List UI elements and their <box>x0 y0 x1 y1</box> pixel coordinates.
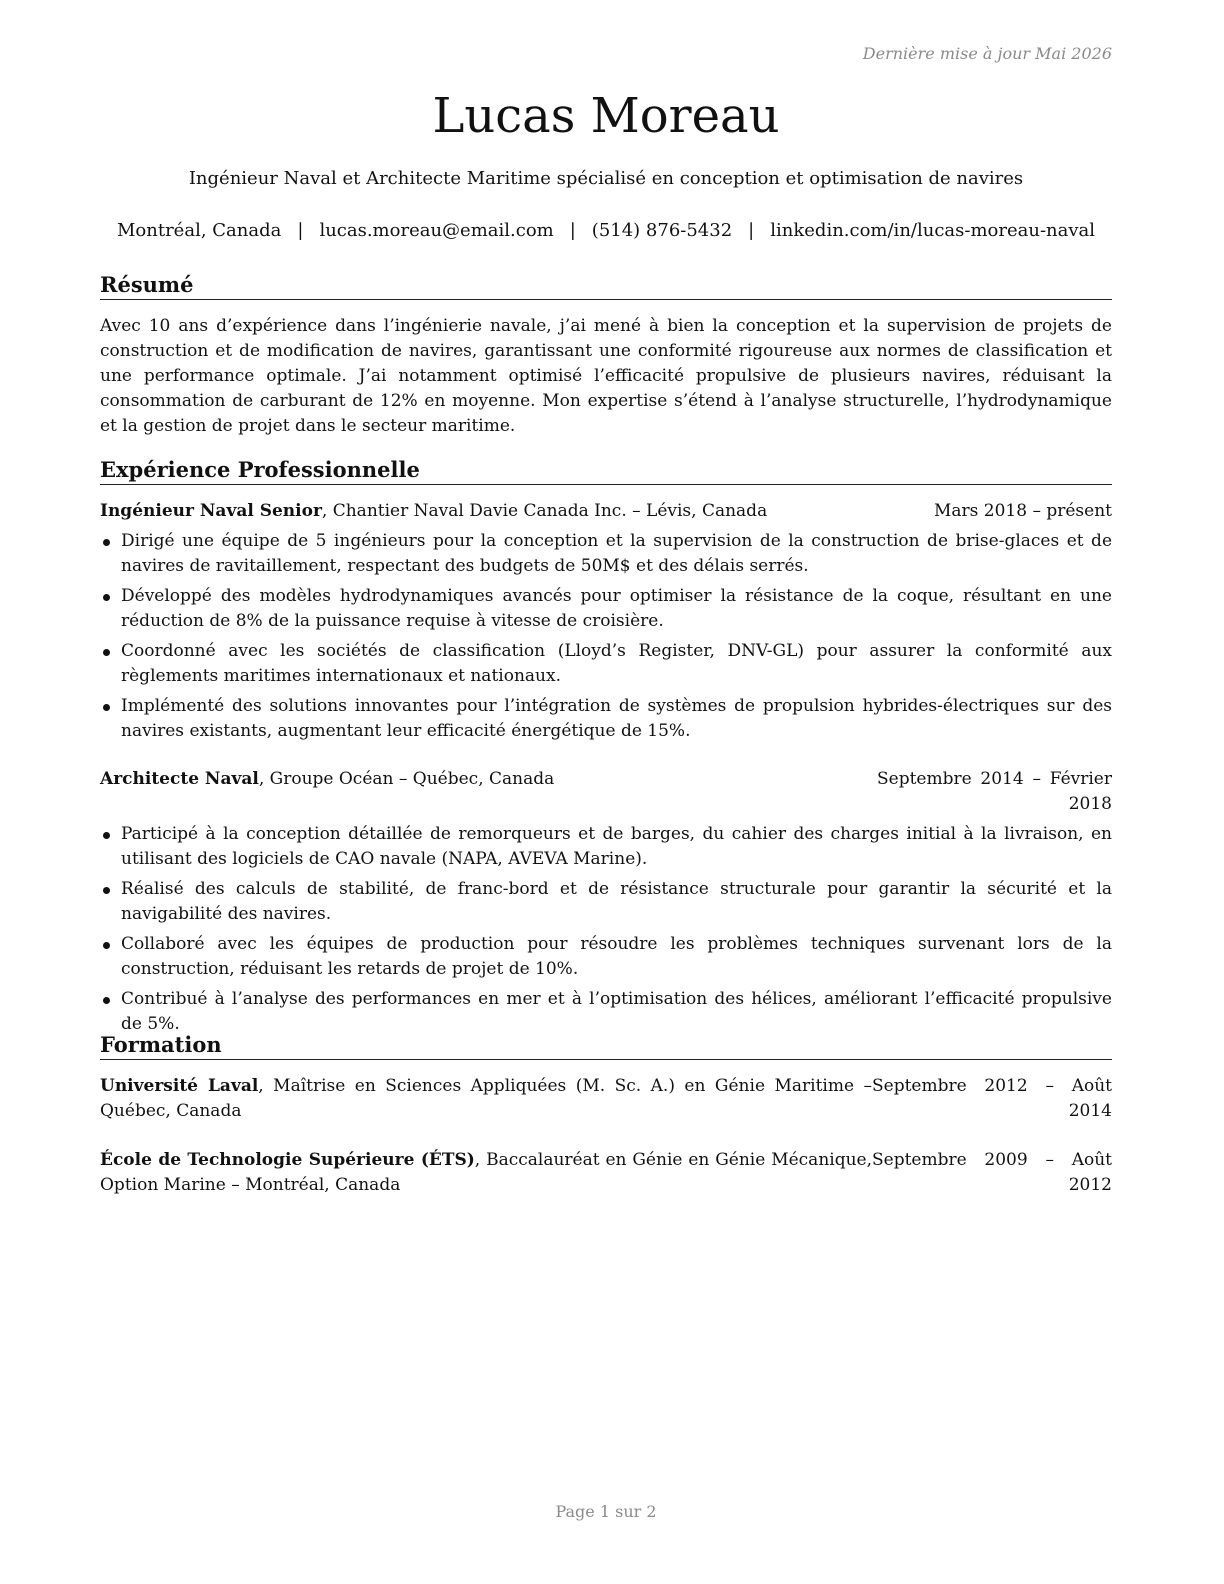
summary-paragraph: Avec 10 ans d’expérience dans l’ingénierie navale, j’ai mené à bien la conception et la supervision de projets de construction et de modification de navires, garantissant une conformité rigoureuse aux normes de classification et une performance optimale. J’ai notamment optimisé l’efficacité propulsive de plusieurs navires, réduisant la consommation de carburant de 12% en moyenne. Mon expertise s’étend à l’analyse structurelle, l’hydrodynamique et la gestion de projet dans le secteur maritime. <box>100 316 1112 436</box>
job-bullet: Contribué à l’analyse des performances en mer et à l’optimisation des hélices, améliorant l’efficacité propulsive de 5%. <box>100 987 1112 1037</box>
job-bullet: Coordonné avec les sociétés de classification (Lloyd’s Register, DNV-GL) pour assurer la conformité aux règlements maritimes internationaux et nationaux. <box>100 639 1112 689</box>
job-role: Ingénieur Naval Senior <box>100 501 322 521</box>
section-title-education: Formation <box>100 1032 1112 1060</box>
job-bullet: Dirigé une équipe de 5 ingénieurs pour la conception et la supervision de la construction de brise-glaces et de navires de ravitaillement, respectant des budgets de 50M$ et des délais serrés. <box>100 529 1112 579</box>
contact-location: Montréal, Canada <box>116 220 282 241</box>
page-number: Page 1 sur 2 <box>555 1502 657 1521</box>
contact-separator: | <box>569 220 576 241</box>
job-company: , Chantier Naval Davie Canada Inc. – Lévis, Canada <box>321 501 768 521</box>
job-bullet: Implémenté des solutions innovantes pour l’intégration de systèmes de propulsion hybrides-électriques sur des navires existants, augmentant leur efficacité énergétique de 15%. <box>100 694 1112 744</box>
contact-separator: | <box>297 220 304 241</box>
section-title-summary: Résumé <box>100 272 1112 300</box>
job-dates: Mars 2018 – présent <box>933 501 1112 521</box>
job-company: , Groupe Océan – Québec, Canada <box>258 769 555 789</box>
candidate-headline: Ingénieur Naval et Architecte Maritime spécialisé en conception et optimisation de navires <box>188 168 1024 189</box>
bullet-icon <box>103 997 110 1004</box>
education-detail: , Maîtrise en Sciences Appliquées (M. Sc. A.) en Génie Maritime – Québec, Canada <box>100 1076 872 1121</box>
section-title-experience: Expérience Professionnelle <box>100 457 1112 485</box>
job-bullet: Participé à la conception détaillée de remorqueurs et de barges, du cahier des charges initial à la livraison, en utilisant des logiciels de CAO navale (NAPA, AVEVA Marine). <box>100 822 1112 872</box>
bullet-icon <box>103 832 110 839</box>
education-school: Université Laval <box>100 1076 259 1096</box>
resume-page <box>100 0 1112 1584</box>
candidate-name: Lucas Moreau <box>432 88 780 144</box>
education-item <box>100 1074 1112 1124</box>
contact-phone: (514) 876-5432 <box>591 220 733 241</box>
job-header <box>100 499 1112 524</box>
job-bullet: Réalisé des calculs de stabilité, de franc-bord et de résistance structurale pour garantir la sécurité et la navigabilité des navires. <box>100 877 1112 927</box>
education-detail: , Baccalauréat en Génie en Génie Mécanique, Option Marine – Montréal, Canada <box>100 1150 872 1195</box>
bullet-icon <box>103 594 110 601</box>
education-dates: Septembre 2012 – Août 2014 <box>872 1076 1112 1121</box>
job-bullets <box>100 822 1112 1042</box>
contact-email[interactable]: lucas.moreau@email.com <box>319 220 554 241</box>
job-dates: Septembre 2014 – Février 2018 <box>877 769 1112 814</box>
bullet-icon <box>103 649 110 656</box>
job-bullets <box>100 529 1112 749</box>
education-school: École de Technologie Supérieure (ÉTS) <box>100 1150 475 1170</box>
education-item <box>100 1148 1112 1198</box>
contact-linkedin[interactable]: linkedin.com/in/lucas-moreau-naval <box>770 220 1096 241</box>
last-updated-note: Dernière mise à jour Mai 2026 <box>862 44 1112 63</box>
bullet-icon <box>103 942 110 949</box>
bullet-icon <box>103 539 110 546</box>
job-header <box>100 767 1112 817</box>
job-bullet: Collaboré avec les équipes de production pour résoudre les problèmes techniques survenant lors de la construction, réduisant les retards de projet de 10%. <box>100 932 1112 982</box>
job-bullet: Développé des modèles hydrodynamiques avancés pour optimiser la résistance de la coque, résultant en une réduction de 8% de la puissance requise à vitesse de croisière. <box>100 584 1112 634</box>
contact-line <box>100 220 1112 241</box>
contact-separator: | <box>748 220 755 241</box>
job-role: Architecte Naval <box>100 769 259 789</box>
bullet-icon <box>103 887 110 894</box>
education-dates: Septembre 2009 – Août 2012 <box>872 1150 1112 1195</box>
bullet-icon <box>103 704 110 711</box>
